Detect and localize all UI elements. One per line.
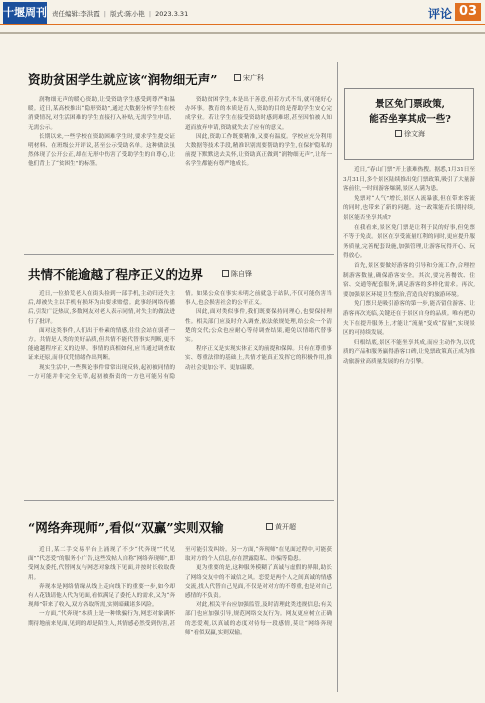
paragraph: 近日,一位拾荒老人在街头捡到一部手机,主动归还失主后,却被失主以手机有损坏为由要求赔偿。此事经网络传播后,引发广泛热议,多数网友对老人表示同情,对失主的做法进行了批评。 xyxy=(28,291,175,325)
paragraph: 长期以来,一些学校在资助困难学生时,要求学生提交证明材料、在班级公开评议,甚至公示受助名单。这种做法虽然体现了公开公正,却在无形中伤害了受助学生的自尊心,让他们背上了“贫困生”的标签。 xyxy=(28,133,175,168)
paragraph: 程序正义是实现实体正义的前提和保障。只有在尊重事实、尊重法律的基础上,共情才能真正发挥它的积极作用,推动社会更加公平、更加温暖。 xyxy=(185,346,332,371)
article-title: “网络奔现师”,看似“双赢”实则双输 xyxy=(28,520,224,535)
paragraph: 奔现本是网络情缘从线上走向线下的重要一步,如今却有人花钱请他人代为见面,看似满足了委托人的需求,又为“奔现师”带来了收入,双方各取所需,实则暗藏诸多风险。 xyxy=(28,583,175,609)
column-divider xyxy=(337,62,338,692)
byline-marker-icon xyxy=(395,130,402,137)
byline-marker-icon xyxy=(266,523,273,530)
masthead-logo: 十堰周刊 xyxy=(3,2,47,24)
meta-separator: | xyxy=(148,10,152,18)
paragraph: 现实生活中,一些舆论事件常常出现反转,起初被同情的一方可能并非完全无辜,起初被指责的一方也可能另有隐情。如果公众在事实未明之前就急于站队,不仅可能伤害当事人,也会损害社会的公平正义。 xyxy=(28,291,332,380)
section-divider xyxy=(24,500,334,501)
designer-label: 版式:陈小艳 xyxy=(110,10,145,18)
article-body xyxy=(28,290,332,468)
article-poverty-aid xyxy=(28,70,330,88)
sidebar-byline: 徐文海 xyxy=(345,129,475,139)
article-byline: 黄开超 xyxy=(266,522,296,532)
paragraph: 在我看来,景区免门票是让利于民的好事,但免票不等于免责。景区在享受流量红利的同时,更应提升服务质量,完善配套设施,加强管理,让游客玩得开心、玩得放心。 xyxy=(343,224,475,260)
paragraph: 免票对“人气”增长,景区人流暴涨,但在带来客流的同时,也带来了新的问题。这一政策能否长期持续,景区能否坐享其成? xyxy=(343,195,475,221)
paragraph: 资助贫困学生,本是出于善意,但若方式不当,就可能好心办坏事。教育的本质是育人,资助的目的是帮助学生安心完成学业。若让学生在接受资助时感到难堪,甚至因怕被人知道而放弃申请,资助就失去了应有的意义。 xyxy=(185,97,332,131)
section-name: 评论 xyxy=(427,7,452,21)
section-divider xyxy=(24,254,334,255)
paragraph: 首先,景区要做好游客的引导和分流工作,合理控制游客数量,确保游客安全。其次,要完善餐饮、住宿、交通等配套服务,满足游客的多样化需求。再次,要加强景区环境卫生整治,营造良好的旅游环境。 xyxy=(343,262,475,298)
paragraph: 近日,某二手交易平台上涌现了不少“代奔现”“代见面”“代恋爱”的服务小广告,这些发帖人自称“网络奔现师”,即受网友委托,代替网友与网恋对象线下见面,并按时长收取费用。 xyxy=(28,547,175,581)
article-body xyxy=(28,546,332,696)
paragraph: 对此,相关平台应加强监管,及时清理此类违规信息;有关部门也应加强引导,规范网络交友行为。网友更应树立正确的恋爱观,以真诚的态度对待每一段感情,莫让“网络奔现师”看似双赢,实则双输。 xyxy=(185,602,332,636)
article-title: 资助贫困学生就应该“润物细无声” xyxy=(28,72,218,87)
paragraph: 更为重要的是,这种服务模糊了真诚与虚假的界限,助长了网络交友中的不诚信之风。恋爱是两个人之间真诚的情感交流,找人代替自己见面,不仅是对对方的不尊重,也是对自己感情的不负责。 xyxy=(185,565,332,600)
article-byline: 宋广科 xyxy=(234,73,264,83)
page-number: 03 xyxy=(455,3,481,21)
header-rule xyxy=(0,24,485,25)
sidebar-title-line2: 能否坐享其成一些? xyxy=(369,114,451,125)
paragraph: 近日,“春山门票”开上涨难热搜。据悉,1月31日至3月31日,多个景区陆续推出免门票政策,吸引了大量游客前往,一时间游客爆满,景区人满为患。 xyxy=(343,167,475,193)
byline-marker-icon xyxy=(222,270,229,277)
issue-date: 2023.3.31 xyxy=(155,10,189,18)
sidebar-title-line1: 景区免门票政策, xyxy=(375,99,445,110)
article-body xyxy=(28,96,332,222)
paragraph: 归根结底,景区不能坐享其成,而应主动作为,以优质的产品和服务赢得游客口碑,让免票政策真正成为推动旅游业高质量发展的有力引擎。 xyxy=(343,339,475,365)
byline-marker-icon xyxy=(234,74,241,81)
page-header xyxy=(0,0,485,34)
paragraph: 润物细无声的暖心资助,让受资助学生感受到尊严和温暖。近日,某高校推出“隐形资助”,通过大数据分析学生在校消费情况,对生活困难的学生直接打入补贴,无需学生申请、无需公示。 xyxy=(28,97,175,131)
paragraph: 因此,面对类似事件,我们既要保持同理心,也要保持理性。相关部门应及时介入调查,依法依规处理,给公众一个清楚的交代;公众也应耐心等待调查结果,避免以情绪代替事实。 xyxy=(185,309,332,344)
editor-meta xyxy=(52,9,188,18)
paragraph: 因此,资助工作既要精准,又要有温度。学校应充分利用大数据等技术手段,精准识别需要帮助的学生,在保护隐私的前提下默默送去关怀,让资助真正做到“润物细无声”,让每一名学生都能有尊严地成长。 xyxy=(185,133,332,168)
meta-separator: | xyxy=(103,10,106,18)
sidebar-body xyxy=(343,166,475,694)
article-byline: 陈自锋 xyxy=(222,269,252,279)
paragraph: 面对这类事件,人们出于朴素的情感,往往会站在弱者一方。共情是人类的美好品质,但共情不能代替事实判断,更不能逾越程序正义的边界。事情的真相如何,应当通过调查取证来还原,而非仅凭情绪作出判断。 xyxy=(28,327,175,362)
paragraph: 一方面,“代奔现”本质上是一种欺骗行为,网恋对象满怀期待地前来见面,见到的却是陌生人,其情感必然受到伤害,甚至可能引发纠纷。另一方面,“奔现师”在见面过程中,可能获取对方的个人信息,存在泄露隐私、诈骗等隐患。 xyxy=(28,547,332,627)
editor-label: 责任编辑:李洪霞 xyxy=(52,10,100,18)
paragraph: 免门票只是吸引游客的第一步,能否留住游客、让游客再次光临,关键还在于景区自身的品质。唯有把功夫下在提升服务上,才能让“流量”变成“留量”,实现景区的可持续发展。 xyxy=(343,301,475,337)
article-title: 共情不能逾越了程序正义的边界 xyxy=(28,267,204,282)
sidebar-frame xyxy=(344,88,474,160)
